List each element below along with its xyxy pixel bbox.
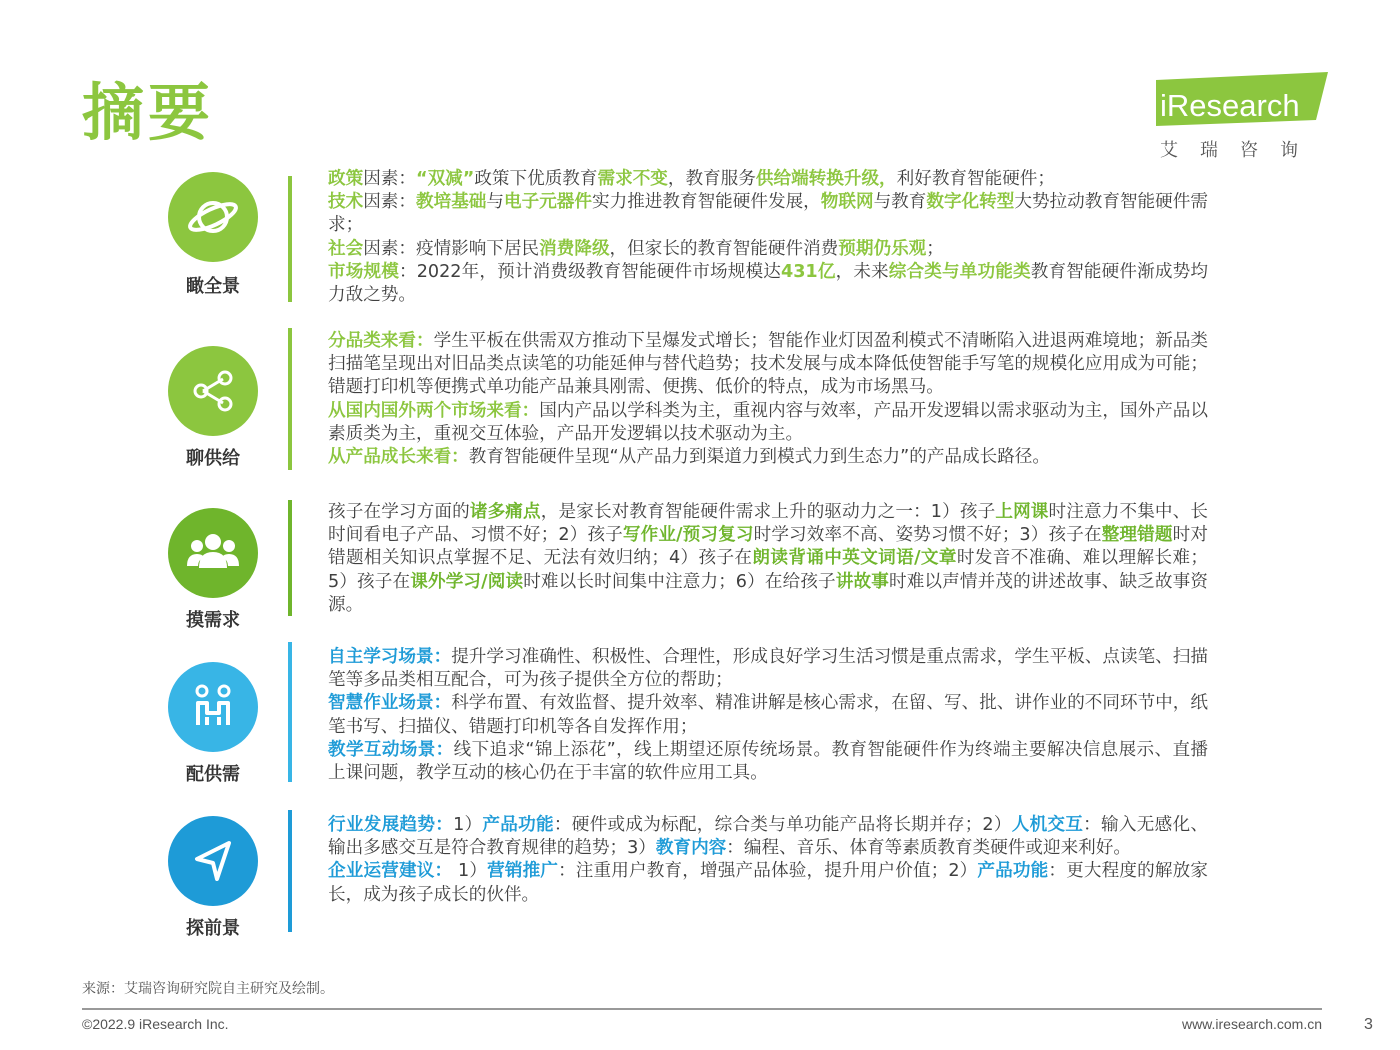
text-run: 因素： (363, 169, 416, 189)
source-note: 来源：艾瑞咨询研究院自主研究及绘制。 (82, 981, 334, 997)
text-run: 线下追求“锦上添花”，线上期望还原传统场景。教育智能硬件作为终端主要解决信息展示、直播上课问题，教学互动的核心仍在于丰富的软件应用工具。 (328, 739, 1208, 784)
text-run: 时对错题相关知识点掌握不足、无法有效归纳；4）孩子在 (328, 525, 1208, 569)
highlight-text: 需求不变 (597, 169, 668, 189)
section-label-prospect: 探前景 (186, 918, 240, 939)
highlight-text: 供给端转换升级， (755, 169, 897, 189)
section-divider (288, 642, 292, 782)
highlight-text: 物联网 (820, 192, 874, 213)
text-run: 科学布置、有效监督、提升效率、精准讲解是核心需求，在留、写、批、讲作业的不同环节中，纸笔书写、扫描仪、错题打印机等各自发挥作用； (328, 693, 1208, 737)
text-run: 实力推进教育智能硬件发展， (592, 192, 821, 213)
text-run: 时难以长时间集中注意力；6）在给孩子 (523, 571, 836, 592)
highlight-text: 上网课 (995, 502, 1049, 522)
highlight-text: 政策 (328, 169, 364, 189)
section-divider (288, 176, 292, 302)
highlight-text: 数字化转型 (926, 192, 1015, 213)
highlight-text: 人机交互 (1011, 815, 1084, 835)
highlight-text: 从产品成长来看： (328, 447, 469, 468)
highlight-text: 课外学习/阅读 (410, 571, 524, 592)
highlight-text: 综合类与单功能类 (888, 261, 1031, 282)
navigation-icon (168, 816, 258, 906)
text-run: 因素：疫情影响下居民 (363, 238, 540, 259)
highlight-text: 431亿 (780, 261, 836, 282)
section-text-supply (328, 330, 1208, 469)
section-text-demand (328, 501, 1208, 617)
page-number: 3 (1364, 1016, 1373, 1033)
text-run: 与教育 (873, 192, 927, 213)
highlight-text: 技术 (328, 192, 364, 213)
text-run: 大势拉动教育智能硬件需求； (328, 192, 1208, 236)
text-run: ，是家长对教育智能硬件需求上升的驱动力之一：1）孩子 (540, 502, 996, 522)
text-run: 学生平板在供需双方推动下呈爆发式增长；智能作业灯因盈利模式不清晰陷入进退两难境地；新品类扫描笔呈现出对旧品类点读笔的功能延伸与替代趋势；技术发展与成本降低使智能手写笔的规模化应用成为可能；错题打印机等便携式单功能产品兼具刚需、便携、低价的特点，成为市场黑马。 (328, 331, 1208, 398)
highlight-text: 企业运营建议： (328, 861, 453, 882)
text-run: 1） (453, 815, 483, 835)
highlight-text: 电子元器件 (504, 192, 592, 213)
highlight-text: 诸多痛点 (469, 502, 541, 522)
text-run: ，未来 (835, 261, 889, 282)
text-run: 提升学习准确性、积极性、合理性，形成良好学习生活习惯是重点需求，学生平板、点读笔、扫描笔等多品类相互配合，可为孩子提供全方位的帮助； (328, 647, 1208, 691)
connect-icon (168, 662, 258, 752)
section-text-match (328, 646, 1208, 785)
text-run: 时注意力不集中、长时间看电子产品、习惯不好；2）孩子 (328, 502, 1208, 546)
highlight-text: “双减” (416, 169, 475, 189)
section-text-panorama (328, 168, 1208, 307)
text-run: ：硬件或成为标配，综合类与单功能产品将长期并存；2） (553, 815, 1012, 835)
paragraph (328, 501, 1208, 617)
highlight-text: 讲故事 (835, 571, 889, 592)
section-divider (288, 500, 292, 616)
highlight-text: 从国内国外两个市场来看： (328, 400, 540, 421)
text-run: 1） (452, 861, 488, 882)
highlight-text: 整理错题 (1101, 525, 1173, 546)
text-run: ，但家长的教育智能硬件消费 (609, 238, 839, 259)
text-run: 时发音不准确、难以理解长难；5）孩子在 (328, 548, 1208, 592)
text-run: 与 (486, 192, 504, 213)
text-run: 时学习效率不高、姿势习惯不好；3）孩子在 (753, 525, 1102, 546)
paragraph (328, 814, 1208, 860)
paragraph (328, 330, 1208, 400)
section-text-prospect (328, 814, 1208, 907)
paragraph (328, 646, 1208, 692)
paragraph (328, 168, 1208, 191)
copyright: ©2022.9 iResearch Inc. (82, 1016, 229, 1032)
highlight-text: 分品类来看： (328, 331, 434, 351)
text-run: 孩子在学习方面的 (328, 502, 470, 522)
planet-icon (168, 172, 258, 262)
section-label-match: 配供需 (186, 764, 240, 785)
text-run: 教育智能硬件呈现“从产品力到渠道力到模式力到生态力”的产品成长路径。 (468, 447, 1050, 468)
highlight-text: 写作业/预习复习 (622, 525, 754, 546)
paragraph (328, 238, 1208, 261)
text-run: ； (926, 238, 944, 259)
highlight-text: 朗读背诵中英文词语/文章 (752, 548, 957, 569)
highlight-text: 产品功能 (482, 815, 554, 835)
share-icon (168, 346, 258, 436)
text-run: 时难以声情并茂的讲述故事、缺乏故事资源。 (328, 571, 1208, 615)
text-run: ：注重用户教育，增强产品体验，提升用户价值；2） (558, 861, 978, 882)
footer-divider (82, 1008, 1322, 1010)
highlight-text: 市场规模 (328, 261, 399, 282)
highlight-text: 消费降级 (539, 238, 610, 259)
paragraph (328, 739, 1208, 785)
text-run: ：输入无感化、输出多感交互是符合教育规律的趋势；3） (328, 815, 1208, 859)
text-run: ，教育服务 (667, 169, 756, 189)
highlight-text: 教学互动场景： (328, 739, 454, 760)
paragraph (328, 400, 1208, 446)
users-icon (168, 508, 258, 598)
text-run: 教育智能硬件渐成势均力敌之势。 (328, 261, 1208, 306)
text-run: 国内产品以学科类为主，重视内容与效率，产品开发逻辑以需求驱动为主，国外产品以素质类为主，重视交互体验，产品开发逻辑以技术驱动为主。 (328, 400, 1208, 444)
text-run: ：编程、音乐、体育等素质教育类硬件或迎来利好。 (726, 838, 1131, 859)
paragraph (328, 261, 1208, 307)
highlight-text: 产品功能 (977, 861, 1049, 882)
highlight-text: 行业发展趋势： (328, 815, 454, 835)
paragraph (328, 860, 1208, 906)
text-run: 因素： (363, 192, 416, 213)
logo-text: iResearch (1160, 88, 1300, 123)
section-label-supply: 聊供给 (186, 448, 240, 469)
section-divider (288, 328, 292, 470)
text-run: 政策下优质教育 (474, 169, 598, 189)
highlight-text: 教育内容 (655, 838, 727, 859)
highlight-text: 营销推广 (487, 861, 559, 882)
highlight-text: 社会 (328, 238, 364, 259)
text-run: 利好教育智能硬件； (896, 169, 1055, 189)
section-label-panorama: 瞰全景 (186, 276, 240, 297)
section-label-demand: 摸需求 (186, 610, 240, 631)
text-run: ：更大程度的解放家长，成为孩子成长的伙伴。 (328, 861, 1208, 905)
paragraph (328, 191, 1208, 237)
highlight-text: 智慧作业场景： (328, 693, 452, 714)
page-title: 摘要 (82, 76, 215, 149)
iresearch-logo (1156, 72, 1332, 162)
highlight-text: 预期仍乐观 (838, 238, 927, 259)
paragraph (328, 692, 1208, 738)
paragraph (328, 446, 1208, 469)
website-link[interactable]: www.iresearch.com.cn (1181, 1016, 1322, 1032)
highlight-text: 自主学习场景： (328, 647, 452, 667)
section-divider (288, 810, 292, 932)
logo-cn-text: 艾瑞咨询 (1160, 140, 1320, 161)
text-run: ：2022年，预计消费级教育智能硬件市场规模达 (398, 261, 781, 282)
highlight-text: 教培基础 (416, 192, 487, 213)
